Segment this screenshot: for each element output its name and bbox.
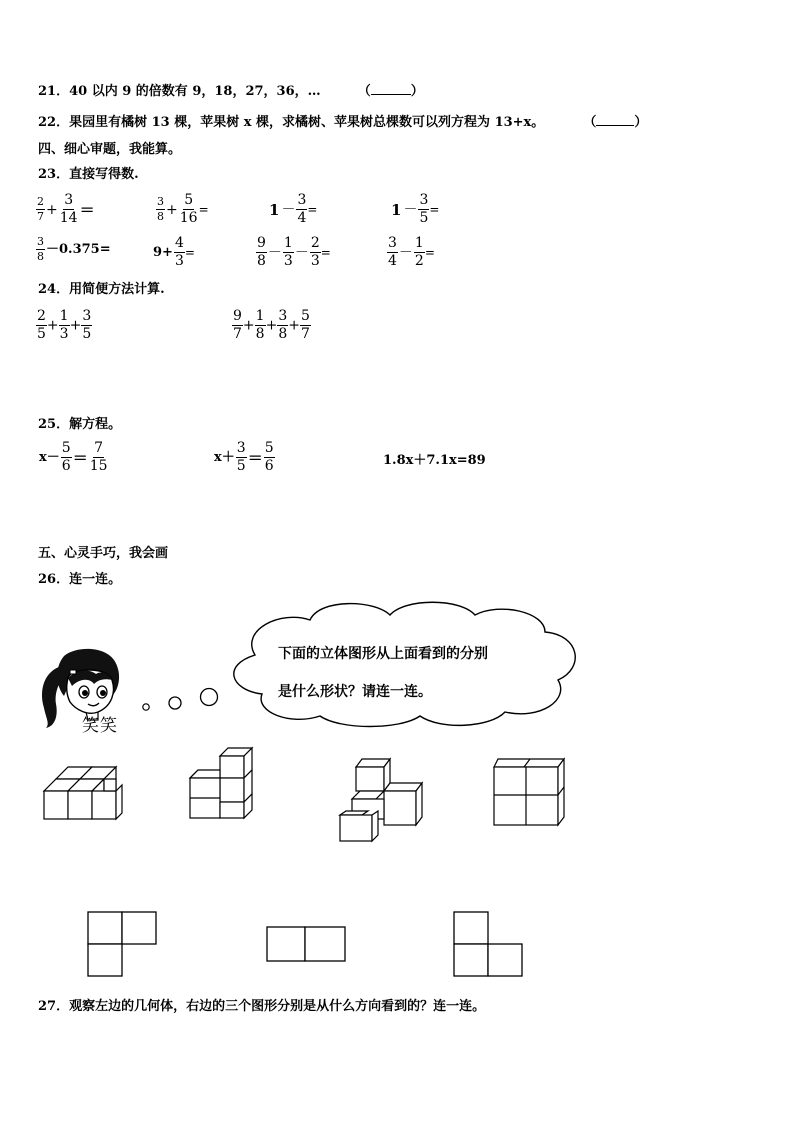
question-number: 21． [38,84,70,99]
top-view-shape-3 [452,910,524,978]
question-number: 25． [38,417,70,432]
equation-1: x－ $\frac{5}{6}$ ＝ $\frac{7}{15}$ [39,440,108,474]
calc-item: 1 － $\frac{3}{4}$ = [269,192,318,226]
top-view-shape-2 [265,925,347,963]
character-name: 笑笑 [82,716,118,736]
question-number: 23． [38,167,70,182]
solid-figure-4 [492,757,568,829]
thought-bubble-medium [169,697,181,709]
question-text: 40 以内 9 的倍数有 9，18，27，36，… [69,84,321,99]
question-27 [38,999,485,1015]
question-text: 解方程。 [69,417,122,432]
equation-2: x＋ $\frac{3}{5}$ ＝ $\frac{5}{6}$ [214,440,274,474]
expression-1: $\frac{2}{5}$ + $\frac{1}{3}$ + $\frac{3}{5}$ [37,308,92,342]
question-text: 观察左边的几何体，右边的三个图形分别是从什么方向看到的？连一连。 [69,999,486,1014]
solid-figure-1 [42,765,124,825]
question-text: 连一连。 [69,572,122,587]
question-number: 27． [38,999,70,1014]
solid-figure-3 [338,757,430,843]
calc-item: $\frac{9}{8}$ － $\frac{1}{3}$ － $\frac{2}{3}$ = [257,235,331,269]
solid-figure-2 [188,746,268,822]
thought-bubble-small [143,704,149,710]
question-text: 直接写得数. [69,167,139,182]
answer-paren-open: （ [357,84,371,99]
calc-item: $\frac{3}{8}$ －0.375= [37,235,111,263]
calc-item: $\frac{3}{8}$ + $\frac{5}{16}$ = [157,192,209,226]
calc-item: 9+ $\frac{4}{3}$ = [153,235,195,269]
answer-paren-open: （ [583,115,597,130]
calc-item: $\frac{2}{7}$ + $\frac{3}{14}$ ＝ [37,192,95,226]
thought-bubble-large [201,689,218,706]
cloud-text-line-2: 是什么形状？请连一连。 [278,684,432,700]
section-4-title: 四、细心审题，我能算。 [38,142,182,157]
answer-paren-close: ） [410,84,424,99]
calc-item: $\frac{3}{4}$ － $\frac{1}{2}$ = [388,235,435,269]
cloud-text-line-1: 下面的立体图形从上面看到的分别 [278,646,488,662]
question-number: 22． [38,115,70,130]
answer-paren-close: ） [634,115,648,130]
question-number: 24． [38,282,70,297]
equation-3: 1.8x＋7.1x=89 [383,453,486,468]
section-5-title: 五、心灵手巧，我会画 [38,546,169,561]
question-number: 26． [38,572,70,587]
question-text: 用简便方法计算. [69,282,165,297]
top-view-shape-1 [86,910,158,978]
question-text: 果园里有橘树 13 棵，苹果树 x 棵，求橘树、苹果树总棵数可以列方程为 13+x。 [69,115,545,130]
calc-item: 1 － $\frac{3}{5}$ = [391,192,440,226]
expression-2: $\frac{9}{7}$ + $\frac{1}{8}$ + $\frac{3}{8}$ + $\frac{5}{7}$ [233,308,310,342]
